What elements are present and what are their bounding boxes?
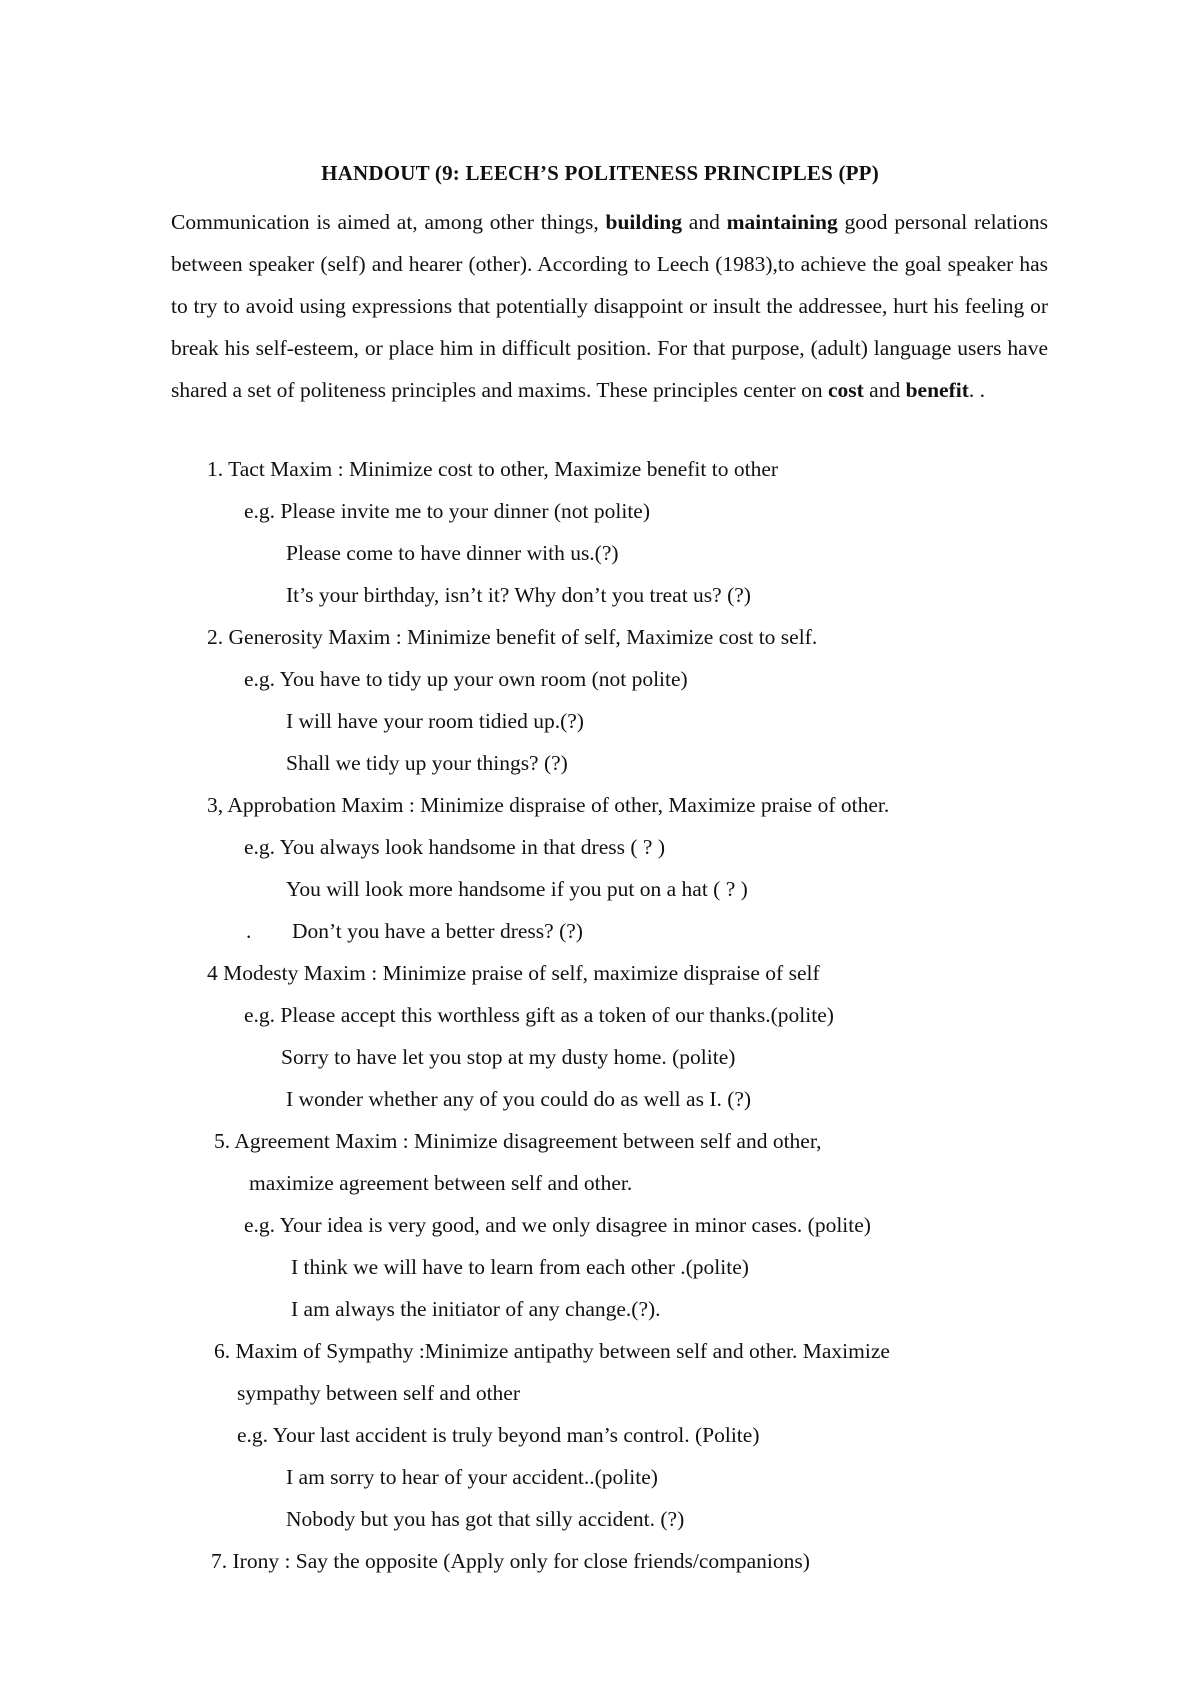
tact-maxim-heading: 1. Tact Maxim : Minimize cost to other, Maximize benefit to other	[207, 457, 779, 481]
generosity-maxim-heading: 2. Generosity Maxim : Minimize benefit of self, Maximize cost to self.	[207, 625, 818, 649]
modesty-example-1: e.g. Please accept this worthless gift as a token of our thanks.(polite)	[244, 1003, 834, 1027]
sympathy-example-1: e.g. Your last accident is truly beyond man’s control. (Polite)	[237, 1423, 760, 1447]
agreement-example-1: e.g. Your idea is very good, and we only disagree in minor cases. (polite)	[244, 1213, 871, 1237]
intro-text-2: and	[682, 210, 727, 234]
intro-text-1: Communication is aimed at, among other things,	[171, 210, 606, 234]
approbation-example-2: You will look more handsome if you put on a hat ( ? )	[286, 877, 748, 901]
intro-paragraph	[171, 201, 1048, 411]
generosity-example-2: I will have your room tidied up.(?)	[286, 709, 584, 733]
approbation-example-1: e.g. You always look handsome in that dress ( ? )	[244, 835, 665, 859]
intro-bold-benefit: benefit	[905, 378, 969, 402]
sympathy-maxim-heading-cont: sympathy between self and other	[237, 1381, 520, 1405]
intro-bold-building: building	[605, 210, 682, 234]
agreement-maxim-heading: 5. Agreement Maxim : Minimize disagreement between self and other,	[214, 1129, 822, 1153]
approbation-maxim-heading: 3, Approbation Maxim : Minimize dispraise of other, Maximize praise of other.	[207, 793, 890, 817]
intro-text-3: good personal relations between speaker (self) and hearer (other). According to Leech (1983),to achieve the goal speaker has to try to avoid using expressions that potentially disappoint or insult the addressee, hurt his feeling or break his self-esteem, or place him in difficult position. For that purpose, (adult) language users have shared a set of politeness principles and maxims. These principles center on	[171, 210, 1049, 402]
approbation-example-3-dot: .	[246, 919, 252, 943]
modesty-maxim-heading: 4 Modesty Maxim : Minimize praise of self, maximize dispraise of self	[207, 961, 820, 985]
generosity-example-3: Shall we tidy up your things? (?)	[286, 751, 568, 775]
agreement-example-3: I am always the initiator of any change.(?).	[291, 1297, 661, 1321]
modesty-example-2: Sorry to have let you stop at my dusty home. (polite)	[281, 1045, 736, 1069]
intro-text-5: . .	[968, 378, 986, 402]
approbation-example-3: Don’t you have a better dress? (?)	[292, 919, 583, 943]
generosity-example-1: e.g. You have to tidy up your own room (not polite)	[244, 667, 688, 691]
sympathy-example-2: I am sorry to hear of your accident..(polite)	[286, 1465, 658, 1489]
agreement-maxim-heading-cont: maximize agreement between self and other.	[249, 1171, 633, 1195]
tact-example-3: It’s your birthday, isn’t it? Why don’t you treat us? (?)	[286, 583, 751, 607]
tact-example-1: e.g. Please invite me to your dinner (not polite)	[244, 499, 651, 523]
sympathy-maxim-heading: 6. Maxim of Sympathy :Minimize antipathy between self and other. Maximize	[214, 1339, 890, 1363]
sympathy-example-3: Nobody but you has got that silly accident. (?)	[286, 1507, 685, 1531]
tact-example-2: Please come to have dinner with us.(?)	[286, 541, 619, 565]
intro-bold-maintaining: maintaining	[726, 210, 838, 234]
document-title: HANDOUT (9: LEECH’S POLITENESS PRINCIPLES (PP)	[321, 161, 879, 185]
modesty-example-3: I wonder whether any of you could do as well as I. (?)	[286, 1087, 752, 1111]
irony-heading: 7. Irony : Say the opposite (Apply only for close friends/companions)	[211, 1549, 810, 1573]
agreement-example-2: I think we will have to learn from each other .(polite)	[291, 1255, 749, 1279]
intro-text-4: and	[863, 378, 906, 402]
intro-bold-cost: cost	[827, 378, 864, 402]
